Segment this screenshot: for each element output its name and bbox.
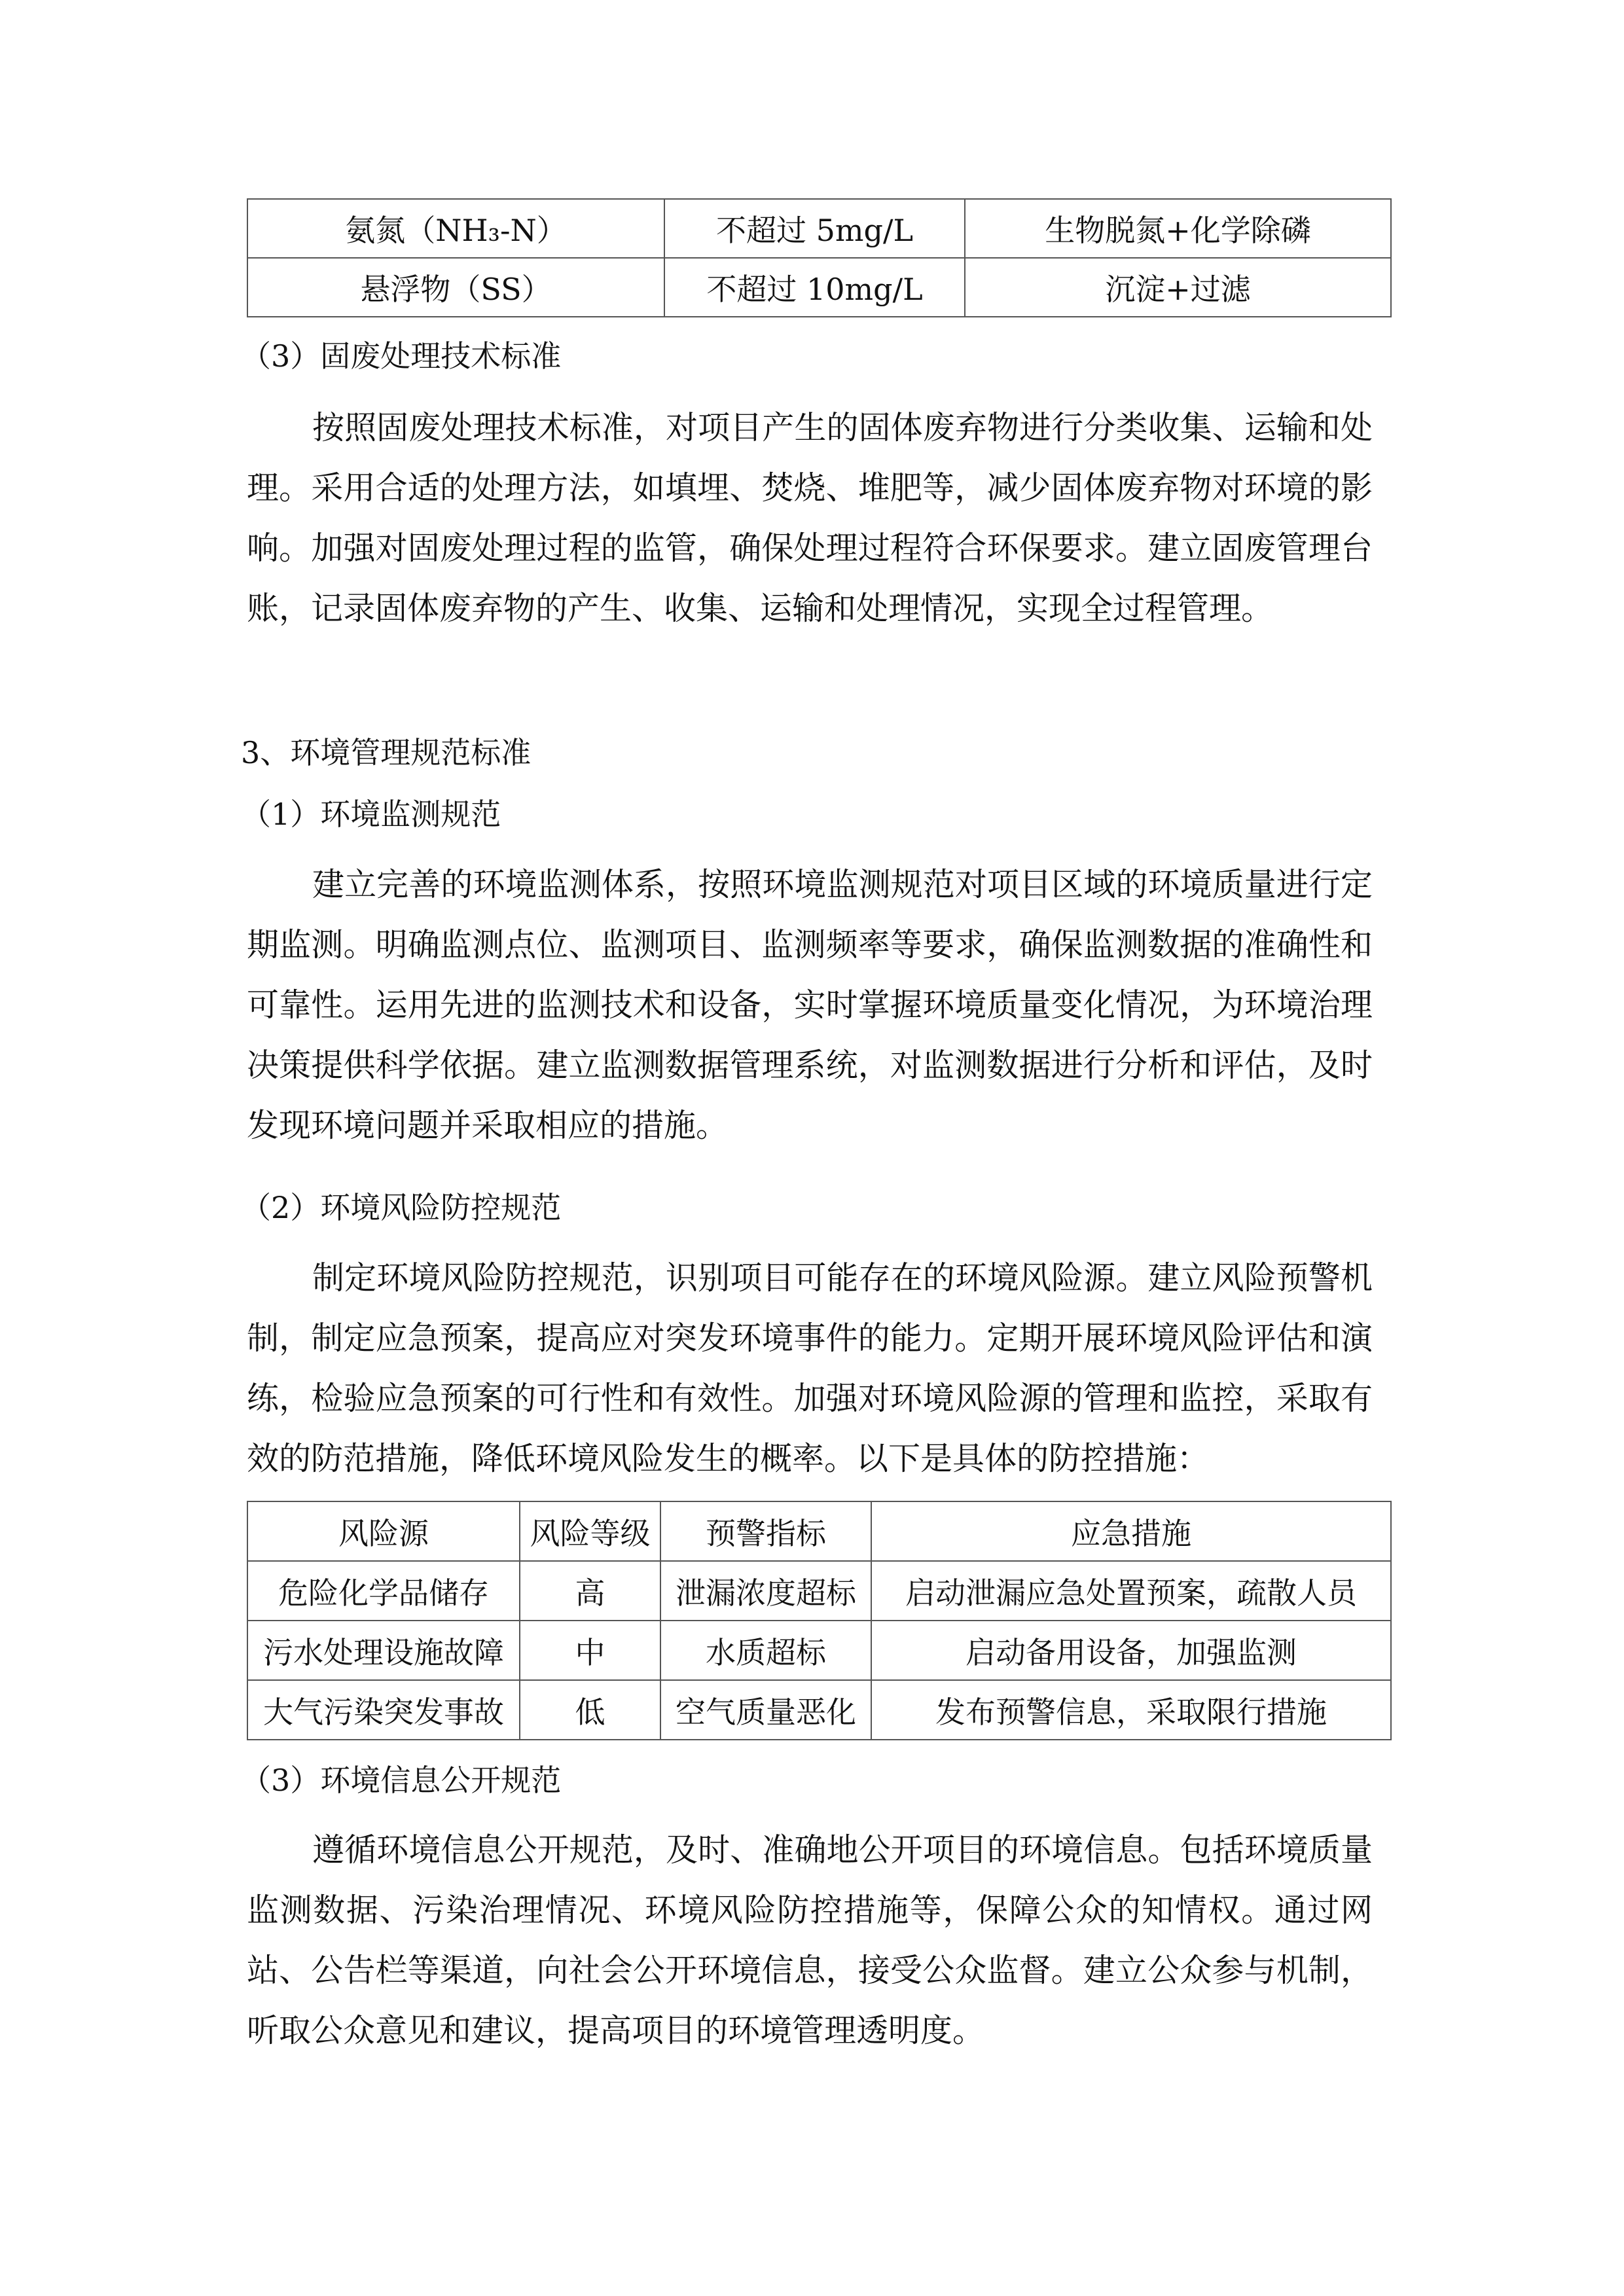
table-row	[247, 199, 1391, 258]
table-cell: 不超过 10mg/L	[664, 258, 965, 317]
table-row	[247, 1621, 1391, 1680]
section-heading-disclosure: （3）环境信息公开规范	[241, 1763, 562, 1798]
section-heading-solid-waste: （3）固废处理技术标准	[241, 338, 562, 374]
table-row	[247, 258, 1391, 317]
table-cell: 不超过 5mg/L	[664, 199, 965, 258]
table-header-row	[247, 1501, 1391, 1561]
paragraph-risk-control: 制定环境风险防控规范，识别项目可能存在的环境风险源。建立风险预警机制，制定应急预案，提高应对突发环境事件的能力。定期开展环境风险评估和演练，检验应急预案的可行性和有效性。加强对环境风险源的管理和监控，采取有效的防范措施，降低环境风险发生的概率。以下是具体的防控措施：	[247, 1259, 1373, 1477]
table-cell: 发布预警信息，采取限行措施	[871, 1680, 1391, 1740]
section-heading-monitoring: （1）环境监测规范	[241, 797, 501, 832]
table-header-cell: 风险源	[247, 1501, 520, 1561]
table-cell: 空气质量恶化	[660, 1680, 871, 1740]
risk-measures-table	[247, 1501, 1392, 1740]
table-cell: 危险化学品储存	[247, 1561, 520, 1621]
table-row	[247, 1561, 1391, 1621]
table-header-cell: 风险等级	[520, 1501, 660, 1561]
table-cell: 氨氮（NH₃-N）	[247, 199, 664, 258]
paragraph-monitoring: 建立完善的环境监测体系，按照环境监测规范对项目区域的环境质量进行定期监测。明确监测点位、监测项目、监测频率等要求，确保监测数据的准确性和可靠性。运用先进的监测技术和设备，实时掌握环境质量变化情况，为环境治理决策提供科学依据。建立监测数据管理系统，对监测数据进行分析和评估，及时发现环境问题并采取相应的措施。	[247, 866, 1373, 1144]
table-cell: 启动泄漏应急处置预案，疏散人员	[871, 1561, 1391, 1621]
table-cell: 高	[520, 1561, 660, 1621]
section-heading-risk-control: （2）环境风险防控规范	[241, 1190, 562, 1225]
paragraph-disclosure: 遵循环境信息公开规范，及时、准确地公开项目的环境信息。包括环境质量监测数据、污染治理情况、环境风险防控措施等，保障公众的知情权。通过网站、公告栏等渠道，向社会公开环境信息，接受公众监督。建立公众参与机制，听取公众意见和建议，提高项目的环境管理透明度。	[247, 1831, 1373, 2049]
table-cell: 沉淀+过滤	[965, 258, 1391, 317]
table-cell: 低	[520, 1680, 660, 1740]
paragraph-solid-waste: 按照固废处理技术标准，对项目产生的固体废弃物进行分类收集、运输和处理。采用合适的处理方法，如填埋、焚烧、堆肥等，减少固体废弃物对环境的影响。加强对固废处理过程的监管，确保处理过程符合环保要求。建立固废管理台账，记录固体废弃物的产生、收集、运输和处理情况，实现全过程管理。	[247, 409, 1373, 627]
table-cell: 悬浮物（SS）	[247, 258, 664, 317]
chapter-heading-management: 3、环境管理规范标准	[241, 735, 532, 770]
table-cell: 水质超标	[660, 1621, 871, 1680]
table-cell: 大气污染突发事故	[247, 1680, 520, 1740]
table-cell: 泄漏浓度超标	[660, 1561, 871, 1621]
pollutant-standards-table	[247, 198, 1392, 317]
table-cell: 生物脱氮+化学除磷	[965, 199, 1391, 258]
table-cell: 启动备用设备，加强监测	[871, 1621, 1391, 1680]
table-cell: 污水处理设施故障	[247, 1621, 520, 1680]
table-header-cell: 应急措施	[871, 1501, 1391, 1561]
table-cell: 中	[520, 1621, 660, 1680]
table-header-cell: 预警指标	[660, 1501, 871, 1561]
table-row	[247, 1680, 1391, 1740]
